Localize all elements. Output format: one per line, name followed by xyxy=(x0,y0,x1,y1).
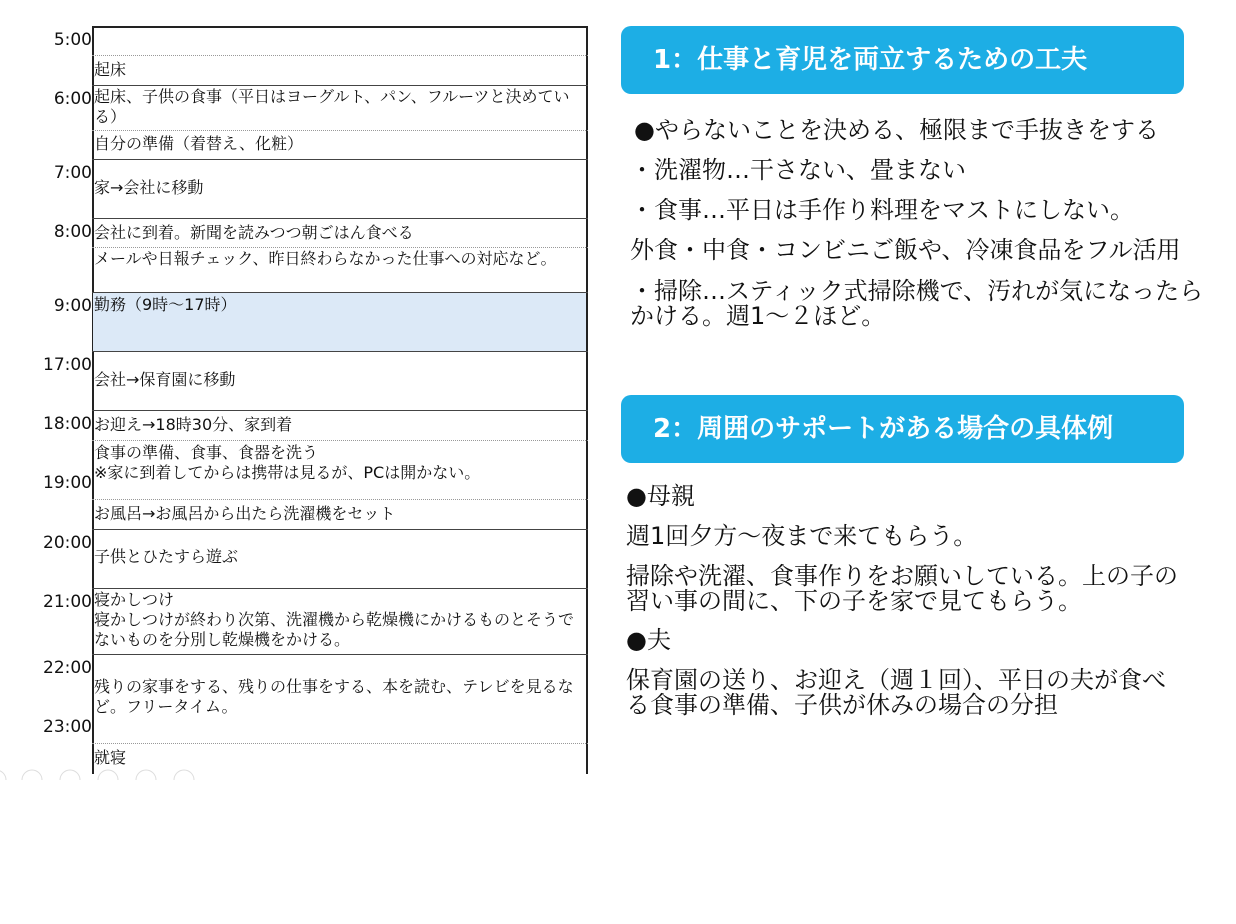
section1-line: ●やらないことを決める、極限まで手抜きをする xyxy=(634,116,1159,144)
section1-line: ・掃除…スティック式掃除機で、汚れが気になったらかける。週1～２ほど。 xyxy=(630,277,1204,330)
time-label: 20:00 xyxy=(43,533,92,553)
section2-line: 週1回夕方～夜まで来てもらう。 xyxy=(626,522,978,550)
row-divider xyxy=(92,351,588,352)
time-label: 22:00 xyxy=(43,658,92,678)
time-label: 19:00 xyxy=(43,473,92,493)
schedule-entry: メールや日報チェック、昨日終わらなかった仕事への対応など。 xyxy=(94,249,557,268)
schedule-entry: 会社→保育園に移動 xyxy=(94,370,236,389)
section2-line: 保育園の送り、お迎え（週１回）、平日の夫が食べる食事の準備、子供が休みの場合の分担 xyxy=(626,666,1166,719)
section1-header: 1：仕事と育児を両立するための工夫 xyxy=(621,26,1184,94)
row-divider xyxy=(92,55,588,56)
schedule-entry: お風呂→お風呂から出たら洗濯機をセット xyxy=(94,504,396,523)
row-divider xyxy=(92,159,588,160)
time-label: 8:00 xyxy=(53,222,92,242)
schedule-entry: 残りの家事をする、残りの仕事をする、本を読む、テレビを見るなど。フリータイム。 xyxy=(94,677,574,716)
row-divider xyxy=(92,130,588,131)
row-divider xyxy=(92,440,588,441)
row-divider xyxy=(92,529,588,530)
schedule-entry: 家→会社に移動 xyxy=(94,178,204,197)
time-label: 23:00 xyxy=(43,717,92,737)
schedule-entry: お迎え→18時30分、家到着 xyxy=(94,415,293,434)
section2-line: ●母親 xyxy=(626,482,695,510)
schedule-entry: 就寝 xyxy=(94,748,127,767)
schedule-entry: 会社に到着。新聞を読みつつ朝ごはん食べる xyxy=(94,223,414,242)
row-divider xyxy=(92,247,588,248)
time-label: 9:00 xyxy=(53,296,92,316)
schedule-entry: 寝かしつけ 寝かしつけが終わり次第、洗濯機から乾燥機にかけるものとそうでないものを分別し乾燥機をかける。 xyxy=(94,590,575,649)
section1-line: ・食事…平日は手作り料理をマストにしない。 xyxy=(630,196,1134,224)
time-label: 17:00 xyxy=(43,355,92,375)
schedule-entry: 勤務（9時～17時） xyxy=(94,295,237,314)
time-label: 21:00 xyxy=(43,592,92,612)
row-divider xyxy=(92,499,588,500)
row-divider xyxy=(92,218,588,219)
section2-line: ●夫 xyxy=(626,626,671,654)
row-divider xyxy=(92,743,588,744)
schedule-entry: 起床 xyxy=(94,60,127,79)
schedule-entry: 食事の準備、食事、食器を洗う ※家に到着してからは携帯は見るが、PCは開かない。 xyxy=(94,443,481,482)
faint-circles-decoration xyxy=(0,768,210,780)
schedule-entry: 子供とひたすら遊ぶ xyxy=(94,547,239,566)
time-label: 7:00 xyxy=(53,163,92,183)
section1-line: 外食・中食・コンビニご飯や、冷凍食品をフル活用 xyxy=(630,236,1181,264)
row-divider xyxy=(92,85,588,86)
schedule-entry: 起床、子供の食事（平日はヨーグルト、パン、フルーツと決めている） xyxy=(94,87,570,126)
time-label: 6:00 xyxy=(53,89,92,109)
schedule-entry: 自分の準備（着替え、化粧） xyxy=(94,134,303,153)
row-divider xyxy=(92,654,588,655)
section2-header: 2：周囲のサポートがある場合の具体例 xyxy=(621,395,1184,463)
section2-line: 掃除や洗濯、食事作りをお願いしている。上の子の習い事の間に、下の子を家で見てもらう。 xyxy=(626,562,1178,615)
row-divider xyxy=(92,292,588,293)
time-label: 18:00 xyxy=(43,414,92,434)
row-divider xyxy=(92,588,588,589)
section1-line: ・洗濯物…干さない、畳まない xyxy=(630,156,966,184)
time-label: 5:00 xyxy=(53,30,92,50)
row-divider xyxy=(92,410,588,411)
